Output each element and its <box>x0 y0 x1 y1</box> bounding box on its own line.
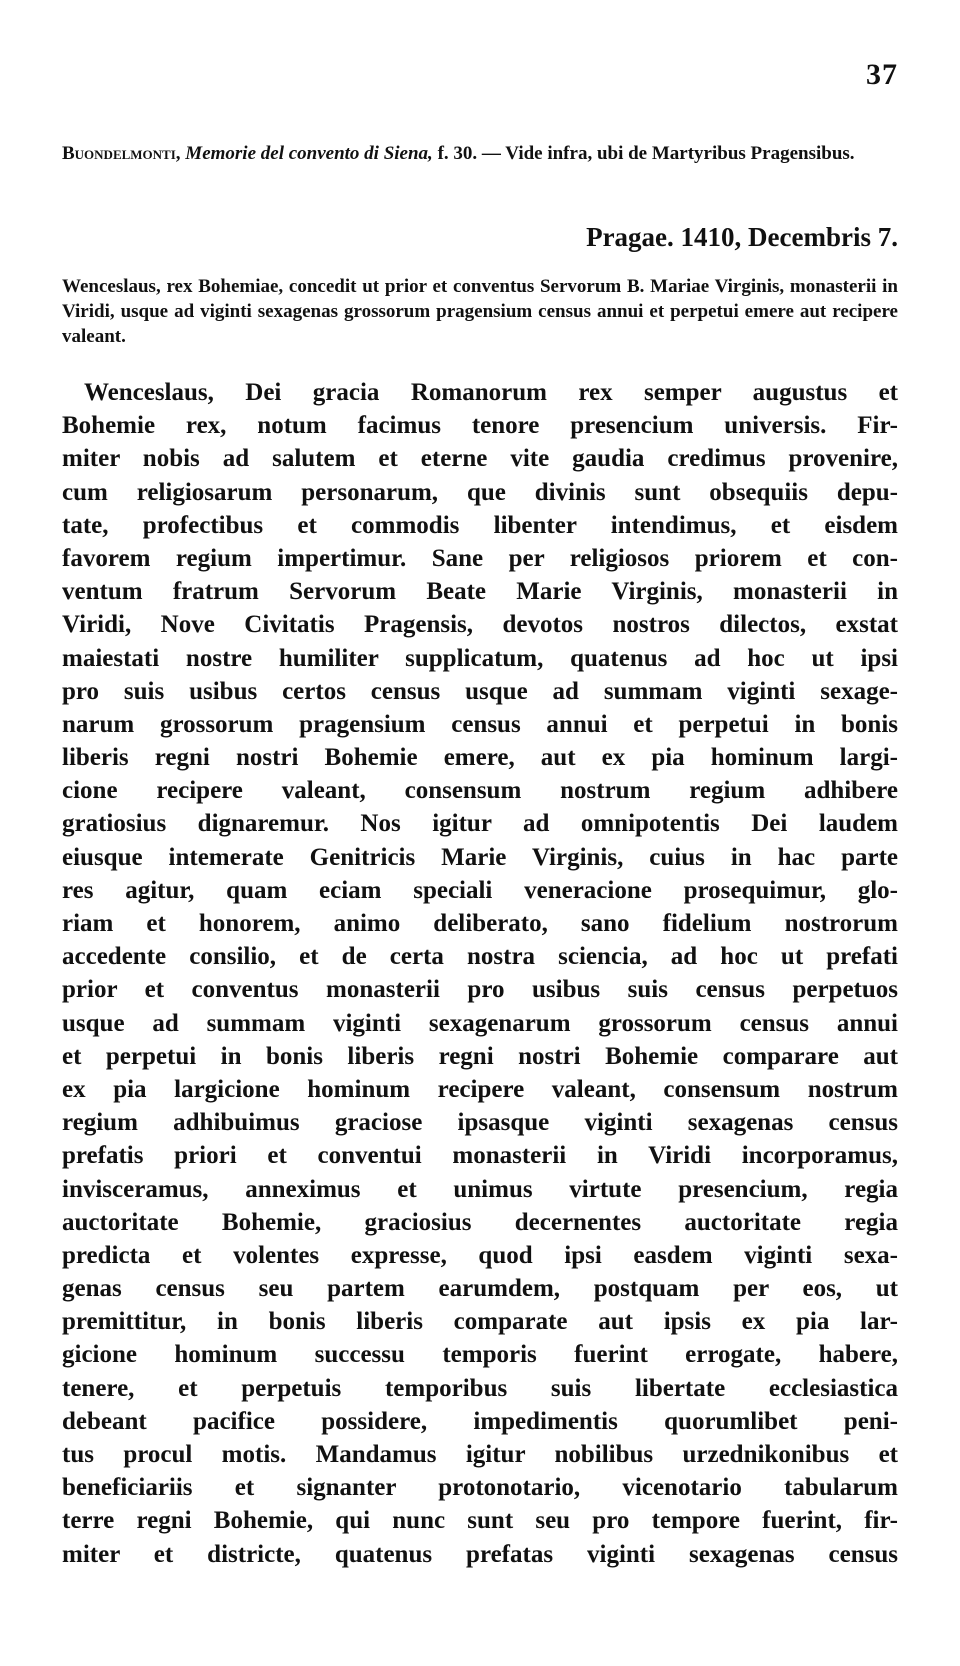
text-line: ventum fratrum Servorum Beate Marie Virginis, monasterii in <box>62 578 898 606</box>
text-line: tate, profectibus et commodis libenter intendimus, et eisdem <box>62 511 898 539</box>
text-line: miter nobis ad salutem et eterne vite gaudia credimus provenire, <box>62 445 898 473</box>
text-line: et perpetui in bonis liberis regni nostri Bohemie comparare aut <box>62 1042 898 1070</box>
document-dateline: Pragae. 1410, Decembris 7. <box>586 222 898 252</box>
reference-author: Buondelmonti, <box>62 143 181 164</box>
charter-summary: Wenceslaus, rex Bohemiae, concedit ut prior et conventus Servorum B. Mariae Virginis, monasterii in Viridi, usque ad viginti sexagenas grossorum pragensium census annui et perpetui emere aut recipere valeant. <box>62 276 898 347</box>
text-line: premittitur, in bonis liberis comparate aut ipsis ex pia lar- <box>62 1308 898 1336</box>
text-line: riam et honorem, animo deliberato, sano fidelium nostrorum <box>62 910 898 937</box>
text-line: usque ad summam viginti sexagenarum grossorum census annui <box>62 1009 898 1037</box>
text-line: maiestati nostre humiliter supplicatum, quatenus ad hoc ut ipsi <box>62 644 898 672</box>
text-line: narum grossorum pragensium census annui et perpetui in bonis <box>62 710 898 738</box>
text-line: ex pia largicione hominum recipere valeant, consensum nostrum <box>62 1075 898 1103</box>
text-line: genas census seu partem earumdem, postquam per eos, ut <box>62 1275 898 1303</box>
text-line: accedente consilio, et de certa nostra sciencia, ad hoc ut prefati <box>62 943 898 971</box>
text-line: eiusque intemerate Genitricis Marie Virginis, cuius in hac parte <box>62 843 898 871</box>
charter-text <box>62 376 898 1571</box>
text-line: prefatis priori et conventui monasterii in Viridi incorporamus, <box>62 1142 898 1170</box>
text-line: regium adhibuimus graciose ipsasque viginti sexagenas census <box>62 1109 898 1137</box>
text-line: favorem regium impertimur. Sane per religiosos priorem et con- <box>62 544 898 572</box>
text-line: gicione hominum successu temporis fuerint errogate, habere, <box>62 1341 898 1369</box>
text-line: cum religiosarum personarum, que divinis sunt obsequiis depu- <box>62 478 898 506</box>
reference-details: f. 30. — Vide infra, ubi de Martyribus Pragensibus. <box>432 143 855 164</box>
text-line: tenere, et perpetuis temporibus suis libertate ecclesiastica <box>62 1374 898 1402</box>
text-line: Bohemie rex, notum facimus tenore presencium universis. Fir- <box>62 412 898 440</box>
text-line: invisceramus, anneximus et unimus virtute presencium, regia <box>62 1175 898 1203</box>
text-line: debeant pacifice possidere, impedimentis quorumlibet peni- <box>62 1407 898 1435</box>
text-line: auctoritate Bohemie, graciosius decernentes auctoritate regia <box>62 1208 898 1236</box>
text-line: gratiosius dignaremur. Nos igitur ad omnipotentis Dei laudem <box>62 810 898 838</box>
text-line: beneficiariis et signanter protonotario, vicenotario tabularum <box>62 1474 898 1502</box>
text-line: liberis regni nostri Bohemie emere, aut ex pia hominum largi- <box>62 744 898 772</box>
text-line: res agitur, quam eciam speciali veneracione prosequimur, glo- <box>62 876 898 904</box>
page-number: 37 <box>866 58 898 91</box>
text-line: prior et conventus monasterii pro usibus suis census perpetuos <box>62 976 898 1004</box>
text-line: cione recipere valeant, consensum nostrum regium adhibere <box>62 777 898 805</box>
text-line: tus procul motis. Mandamus igitur nobilibus urzednikonibus et <box>62 1441 898 1468</box>
text-line: predicta et volentes expresse, quod ipsi easdem viginti sexa- <box>62 1241 898 1269</box>
text-line: miter et districte, quatenus prefatas viginti sexagenas census <box>62 1540 898 1568</box>
text-line: terre regni Bohemie, qui nunc sunt seu pro tempore fuerint, fir- <box>62 1507 898 1535</box>
bibliographic-reference <box>62 140 898 168</box>
text-line: Wenceslaus, Dei gracia Romanorum rex semper augustus et <box>84 379 898 406</box>
text-line: Viridi, Nove Civitatis Pragensis, devotos nostros dilectos, exstat <box>62 611 898 639</box>
reference-work-title: Memorie del convento di Siena, <box>185 143 433 164</box>
text-line: pro suis usibus certos census usque ad summam viginti sexage- <box>62 677 898 705</box>
